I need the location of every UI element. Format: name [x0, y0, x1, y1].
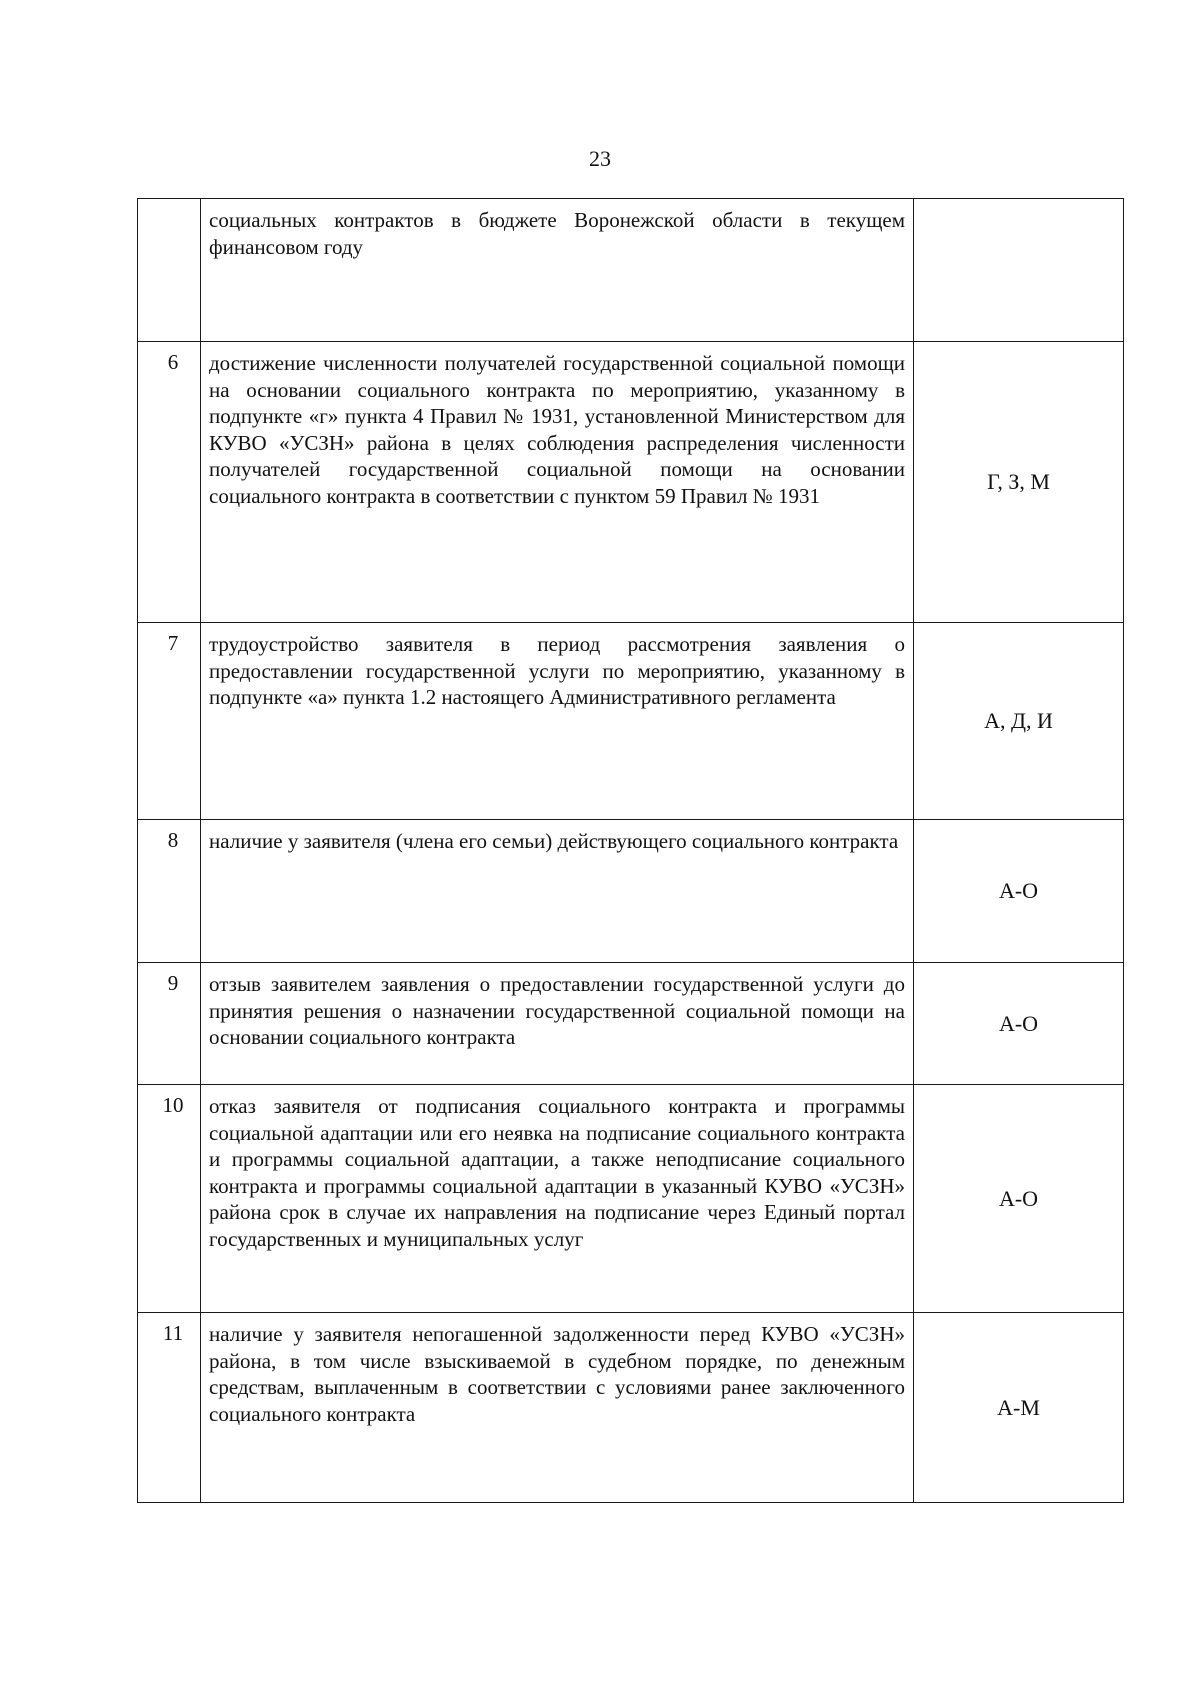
row-number — [138, 199, 200, 206]
row-number-cell — [138, 623, 201, 820]
table-row — [138, 963, 1124, 1085]
row-number: 8 — [167, 828, 179, 852]
row-code: Г, З, М — [987, 469, 1050, 494]
row-text: отказ заявителя от подписания социального контракта и программы социальной адаптации или его неявка на подписание социального контракта и программы социальной адаптации, а также неподписание социального контракта и программы социальной адаптации в указанный КУВО «УСЗН» района срок в случае их направления на подписание через Единый портал государственных и муниципальных услуг — [209, 1094, 905, 1251]
row-number: 7 — [167, 631, 179, 655]
table-row — [138, 1085, 1124, 1313]
table-row — [138, 1313, 1124, 1503]
row-number: 6 — [167, 350, 179, 374]
row-number: 11 — [162, 1321, 184, 1345]
row-code-cell — [914, 199, 1124, 342]
row-code: А, Д, И — [984, 708, 1053, 733]
row-number-cell — [138, 342, 201, 623]
row-number-cell — [138, 820, 201, 963]
row-text: трудоустройство заявителя в период рассмотрения заявления о предоставлении государственной услуги по мероприятию, указанному в подпункте «а» пункта 1.2 настоящего Административного регламента — [209, 632, 905, 709]
row-number: 10 — [162, 1093, 184, 1117]
row-text-cell — [201, 1085, 914, 1313]
row-code-cell — [914, 820, 1124, 963]
row-number-cell — [138, 199, 201, 342]
row-code: А-О — [998, 1010, 1039, 1036]
row-text-cell — [201, 1313, 914, 1503]
row-text: наличие у заявителя (члена его семьи) действующего социального контракта — [209, 829, 899, 853]
row-code: А-О — [998, 1185, 1039, 1211]
table-row — [138, 820, 1124, 963]
row-code: А-О — [998, 878, 1039, 903]
row-text-cell — [201, 342, 914, 623]
row-text: социальных контрактов в бюджете Воронежской области в текущем финансовом году — [209, 208, 905, 259]
row-code-cell — [914, 963, 1124, 1085]
page-number: 23 — [589, 146, 611, 171]
row-text-cell — [201, 623, 914, 820]
row-text: отзыв заявителем заявления о предоставлении государственной услуги до принятия решения о назначении государственной социальной помощи на основании социального контракта — [209, 972, 905, 1049]
row-text-cell — [201, 963, 914, 1085]
table-row — [138, 342, 1124, 623]
row-text-cell — [201, 199, 914, 342]
row-code-cell — [914, 342, 1124, 623]
row-text: достижение численности получателей государственной социальной помощи на основании социального контракта по мероприятию, указанному в подпункте «г» пункта 4 Правил № 1931, установленной Министерством для КУВО «УСЗН» района в целях соблюдения распределения численности получателей государственной социальной помощи на основании социального контракта в соответствии с пунктом 59 Правил № 1931 — [209, 351, 905, 508]
row-number: 9 — [167, 971, 179, 995]
row-code-cell — [914, 1085, 1124, 1313]
row-number-cell — [138, 1085, 201, 1313]
table-row — [138, 199, 1124, 342]
row-code: А-М — [997, 1394, 1040, 1420]
row-number-cell — [138, 963, 201, 1085]
row-code-cell — [914, 623, 1124, 820]
table-row — [138, 623, 1124, 820]
row-text: наличие у заявителя непогашенной задолженности перед КУВО «УСЗН» района, в том числе взыскиваемой в судебном порядке, по денежным средствам, выплаченным в соответствии с условиями ранее заключенного социального контракта — [209, 1322, 905, 1426]
row-code-cell — [914, 1313, 1124, 1503]
row-text-cell — [201, 820, 914, 963]
grounds-table — [137, 198, 1124, 1503]
row-number-cell — [138, 1313, 201, 1503]
